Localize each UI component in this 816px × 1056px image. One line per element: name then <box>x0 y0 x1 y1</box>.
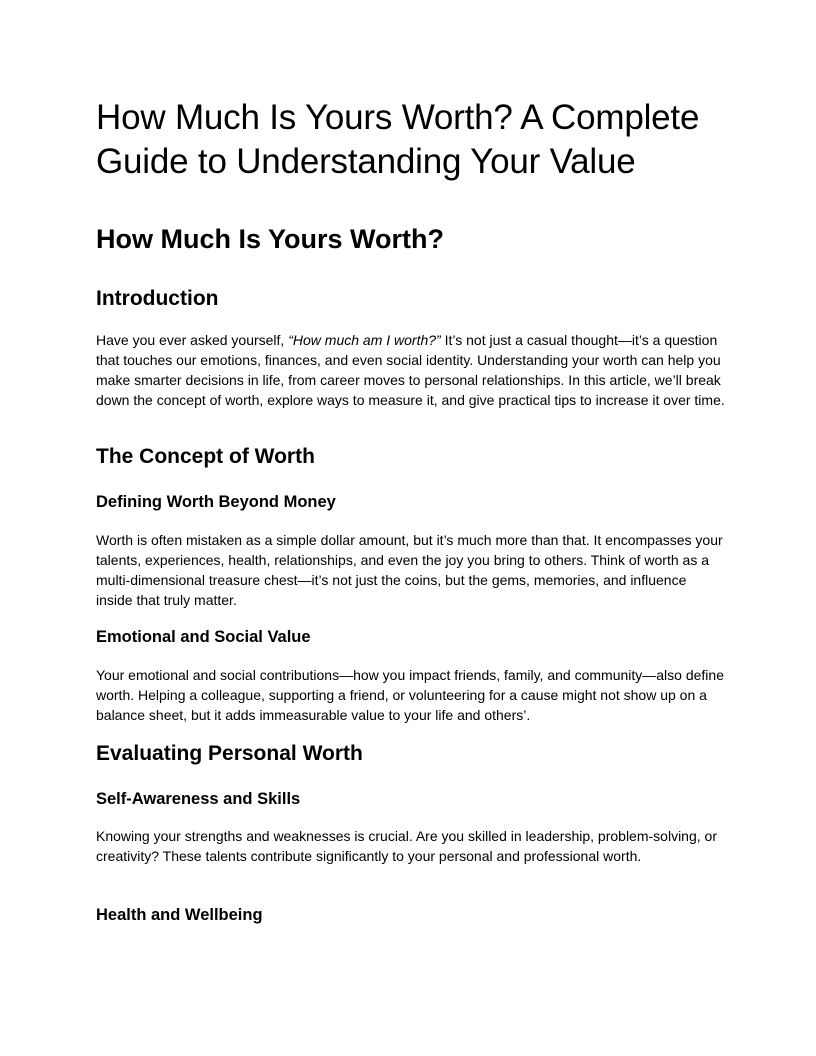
beyond-money-paragraph: Worth is often mistaken as a simple dollar amount, but it’s much more than that. It encompasses your talents, experiences, health, relationships, and even the joy you bring to others. Think of worth as a multi-dimensional treasure chest—it’s not just the coins, but the gems, memories, and influence inside that truly matter. <box>96 532 723 608</box>
evaluating-heading: Evaluating Personal Worth <box>96 742 363 765</box>
document-title: How Much Is Yours Worth? A Complete Guide to Understanding Your Value <box>96 98 700 181</box>
self-awareness-paragraph: Knowing your strengths and weaknesses is crucial. Are you skilled in leadership, problem-solving, or creativity? These talents contribute significantly to your personal and professional worth. <box>96 828 717 864</box>
main-heading: How Much Is Yours Worth? <box>96 224 445 254</box>
intro-quote: “How much am I worth?” <box>288 332 441 348</box>
concept-heading: The Concept of Worth <box>96 445 315 468</box>
intro-paragraph <box>96 330 726 410</box>
intro-text-start: Have you ever asked yourself, <box>96 332 289 348</box>
self-awareness-heading: Self-Awareness and Skills <box>96 790 301 808</box>
emotional-social-paragraph: Your emotional and social contributions—how you impact friends, family, and community—also define worth. Helping a colleague, supporting a friend, or volunteering for a cause might not show up on a balance sheet, but it adds immeasurable value to your life and others’. <box>96 667 724 723</box>
health-heading: Health and Wellbeing <box>96 906 263 924</box>
document-page <box>96 96 726 924</box>
beyond-money-heading: Defining Worth Beyond Money <box>96 493 336 511</box>
intro-heading: Introduction <box>96 287 219 310</box>
emotional-social-heading: Emotional and Social Value <box>96 628 311 646</box>
intro-text-end: It’s not just a casual thought—it’s a question that touches our emotions, finances, and even social identity. Understanding your worth can help you make smarter decisions in life, from career moves to personal relationships. In this article, we’ll break down the concept of worth, explore ways to measure it, and give practical tips to increase it over time. <box>96 332 725 408</box>
